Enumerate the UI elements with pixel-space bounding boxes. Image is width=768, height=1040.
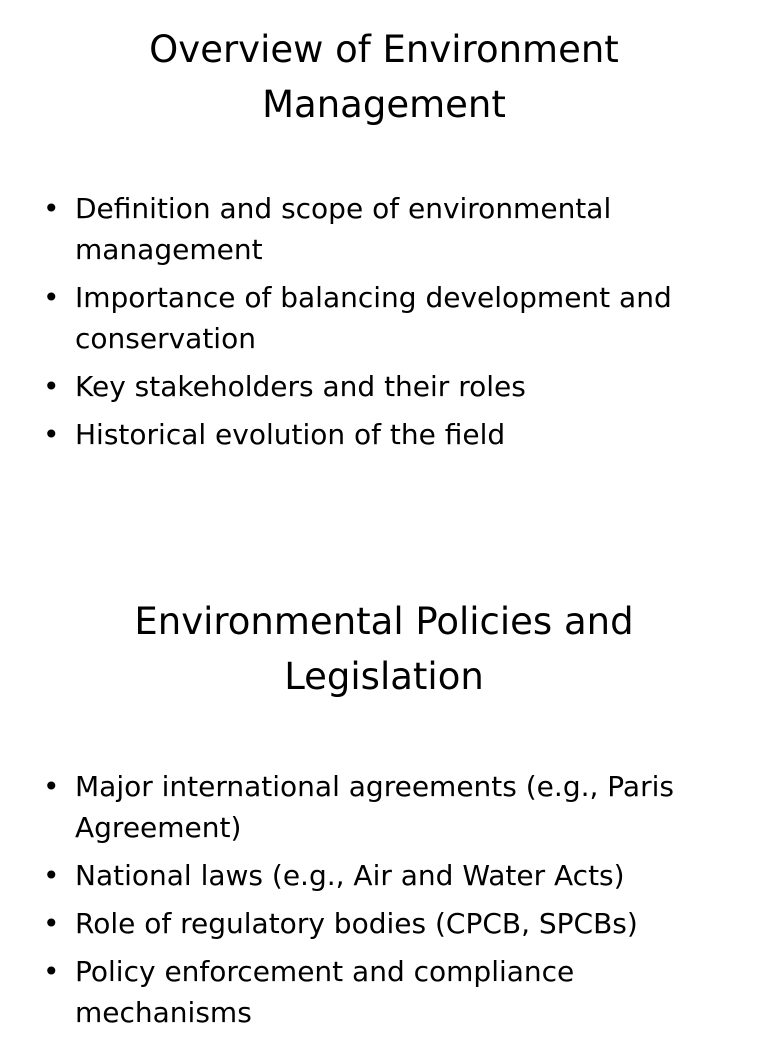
slide-title: Environmental Policies and Legislation [134,600,634,698]
bullet-item: • Historical evolution of the field [40,414,730,455]
bullet-list [40,766,730,1040]
bullet-item: • Key stakeholders and their roles [40,366,730,407]
bullet-item: • National laws (e.g., Air and Water Acts) [40,855,730,896]
bullet-item: • Major international agreements (e.g., Paris Agreement) [40,766,730,848]
bullet-item: • Definition and scope of environmental management [40,188,730,270]
bullet-item: • Policy enforcement and compliance mechanisms [40,951,730,1033]
bullet-item: • Role of regulatory bodies (CPCB, SPCBs) [40,903,730,944]
bullet-item: • Importance of balancing development and conservation [40,277,730,359]
bullet-list [40,188,730,462]
slide-title: Overview of Environment Management [149,28,619,126]
